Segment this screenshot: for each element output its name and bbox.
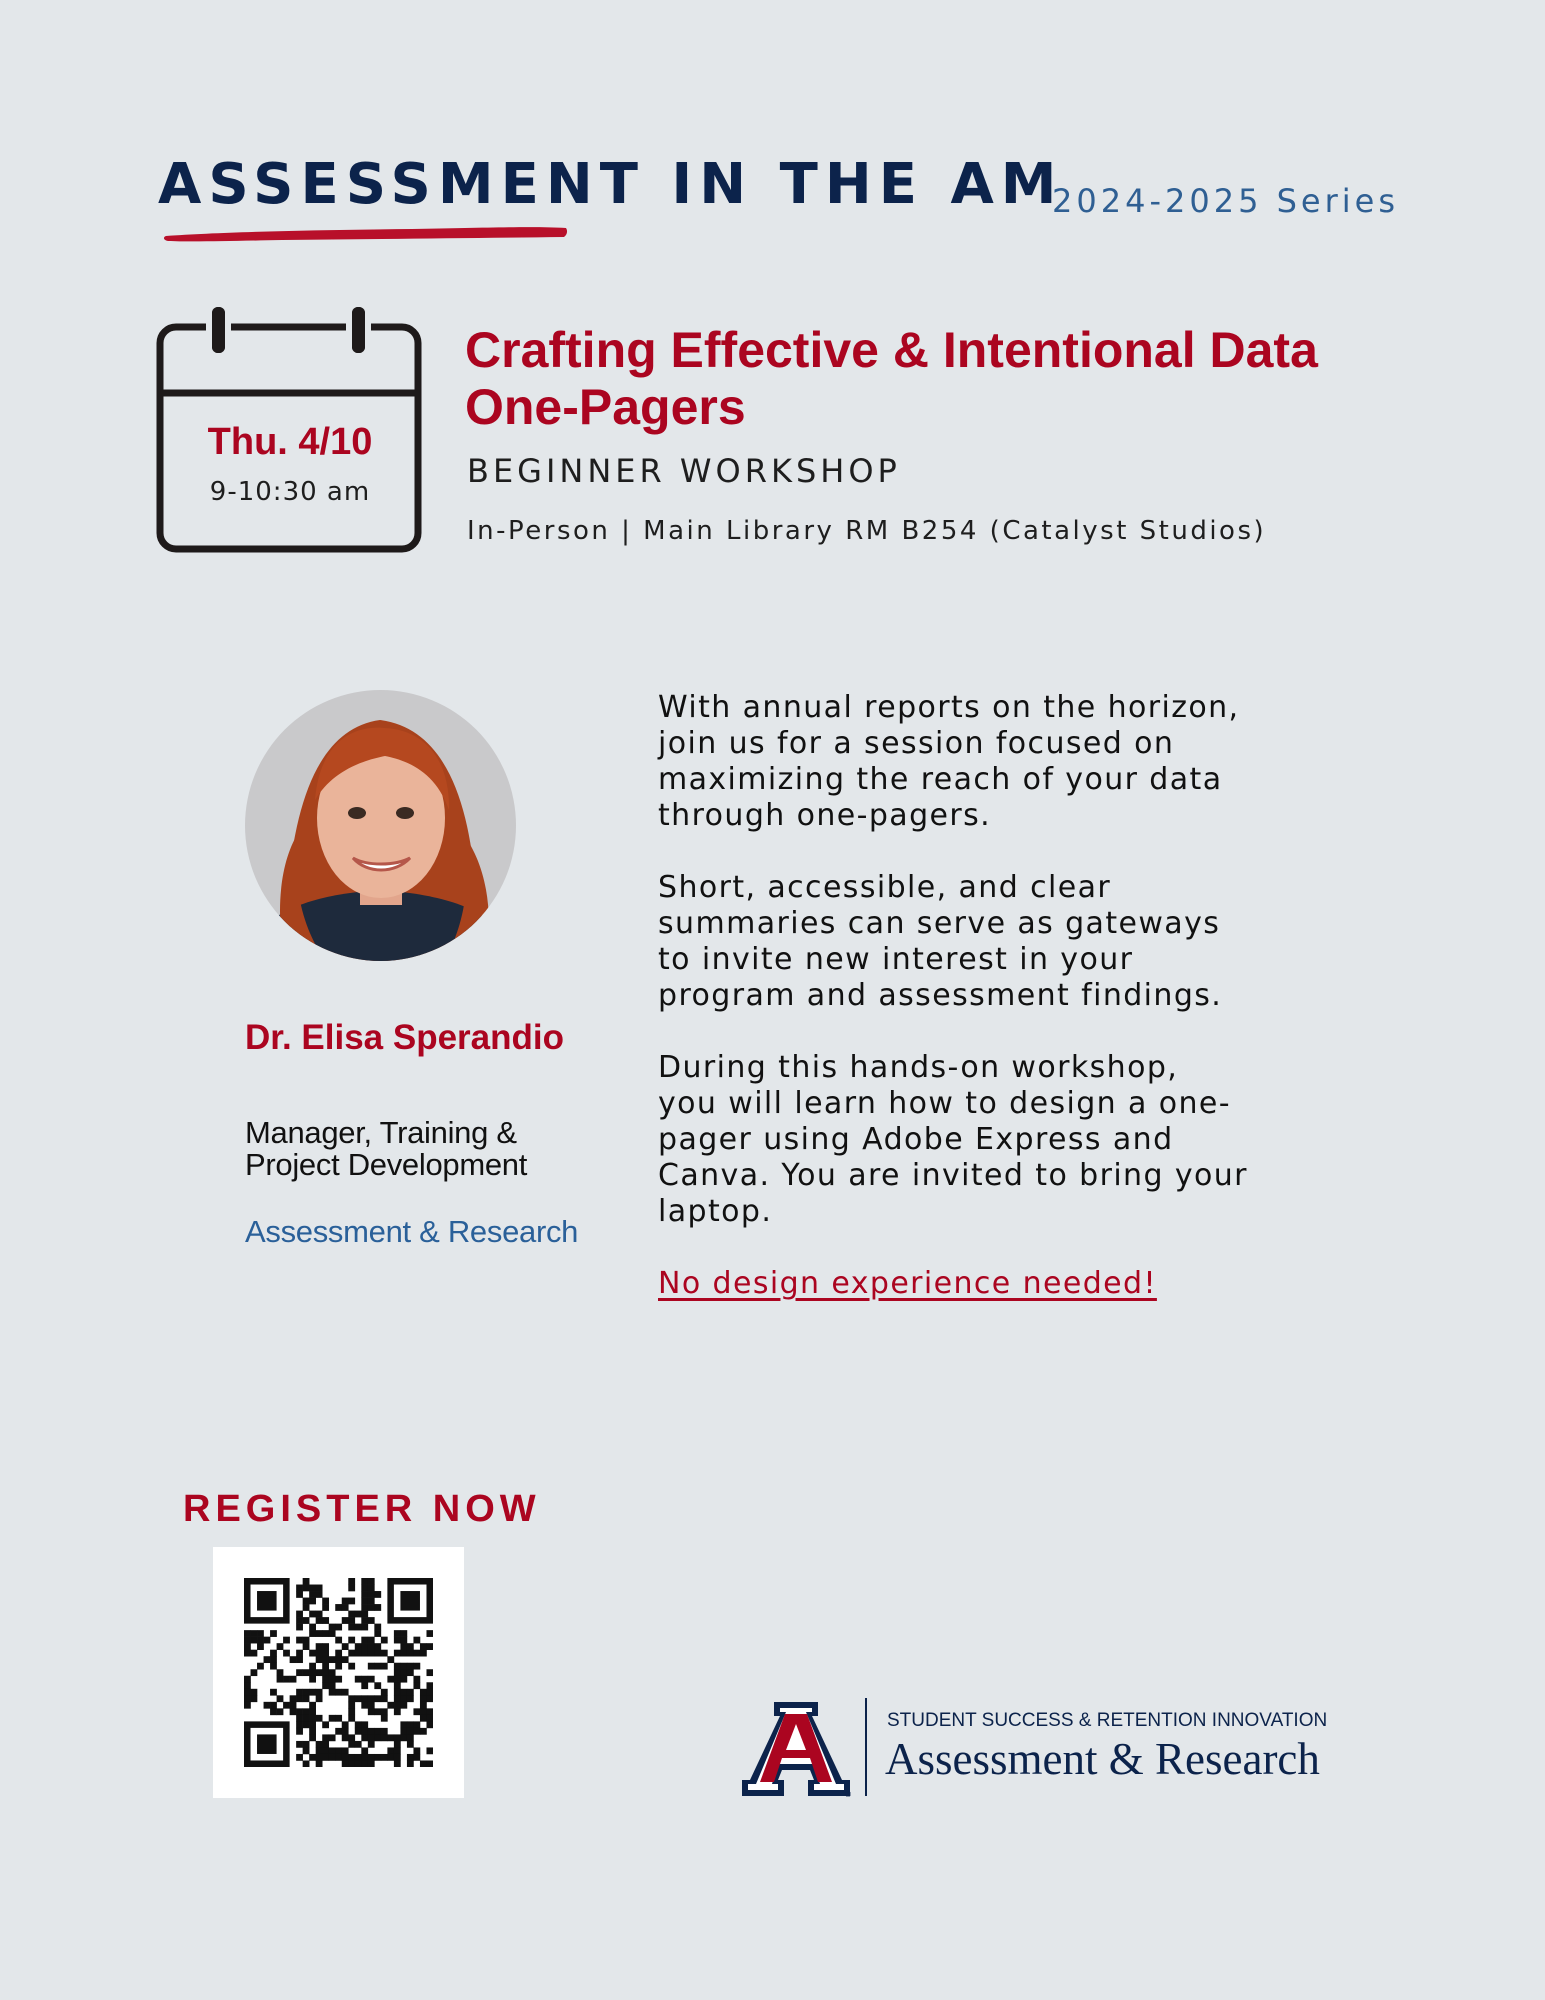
description-paragraph: During this hands-on workshop, you will learn how to design a one-pager using Adobe Express and Canva. You are invited to bring your laptop.: [658, 1050, 1248, 1229]
event-location: In-Person | Main Library RM B254 (Catalyst Studios): [467, 516, 1267, 546]
series-year: 2024-2025 Series: [1052, 182, 1399, 220]
event-time: 9-10:30 am: [209, 477, 371, 507]
event-level: BEGINNER WORKSHOP: [467, 452, 901, 490]
speaker-name: Dr. Elisa Sperandio: [245, 1018, 564, 1057]
description-paragraph: With annual reports on the horizon, join us for a session focused on maximizing the reach of your data through one-pagers.: [658, 690, 1240, 833]
series-title: ASSESSMENT IN THE AM: [158, 152, 1064, 217]
event-title: Crafting Effective & Intentional Data One-Pagers: [465, 322, 1318, 435]
speaker-photo: [245, 690, 516, 961]
no-experience-link[interactable]: No design experience needed!: [658, 1266, 1157, 1301]
svg-text:®: ®: [844, 1790, 852, 1798]
register-qr-code[interactable]: [213, 1547, 464, 1798]
logo-divider: [865, 1698, 867, 1796]
logo-department: STUDENT SUCCESS & RETENTION INNOVATION: [887, 1710, 1328, 1731]
speaker-organization: Assessment & Research: [245, 1214, 579, 1249]
description-paragraph: Short, accessible, and clear summaries can serve as gateways to invite new interest in your program and assessment findings.: [658, 870, 1223, 1013]
university-a-logo-icon: [738, 1700, 854, 1798]
logo-unit: Assessment & Research: [885, 1734, 1320, 1784]
event-date: Thu. 4/10: [207, 421, 373, 463]
qr-code-icon[interactable]: [244, 1578, 433, 1767]
brush-underline: [162, 222, 572, 244]
speaker-role: Manager, Training & Project Development: [245, 1115, 528, 1182]
event-description: [658, 690, 1248, 1338]
register-heading: REGISTER NOW: [183, 1488, 541, 1530]
